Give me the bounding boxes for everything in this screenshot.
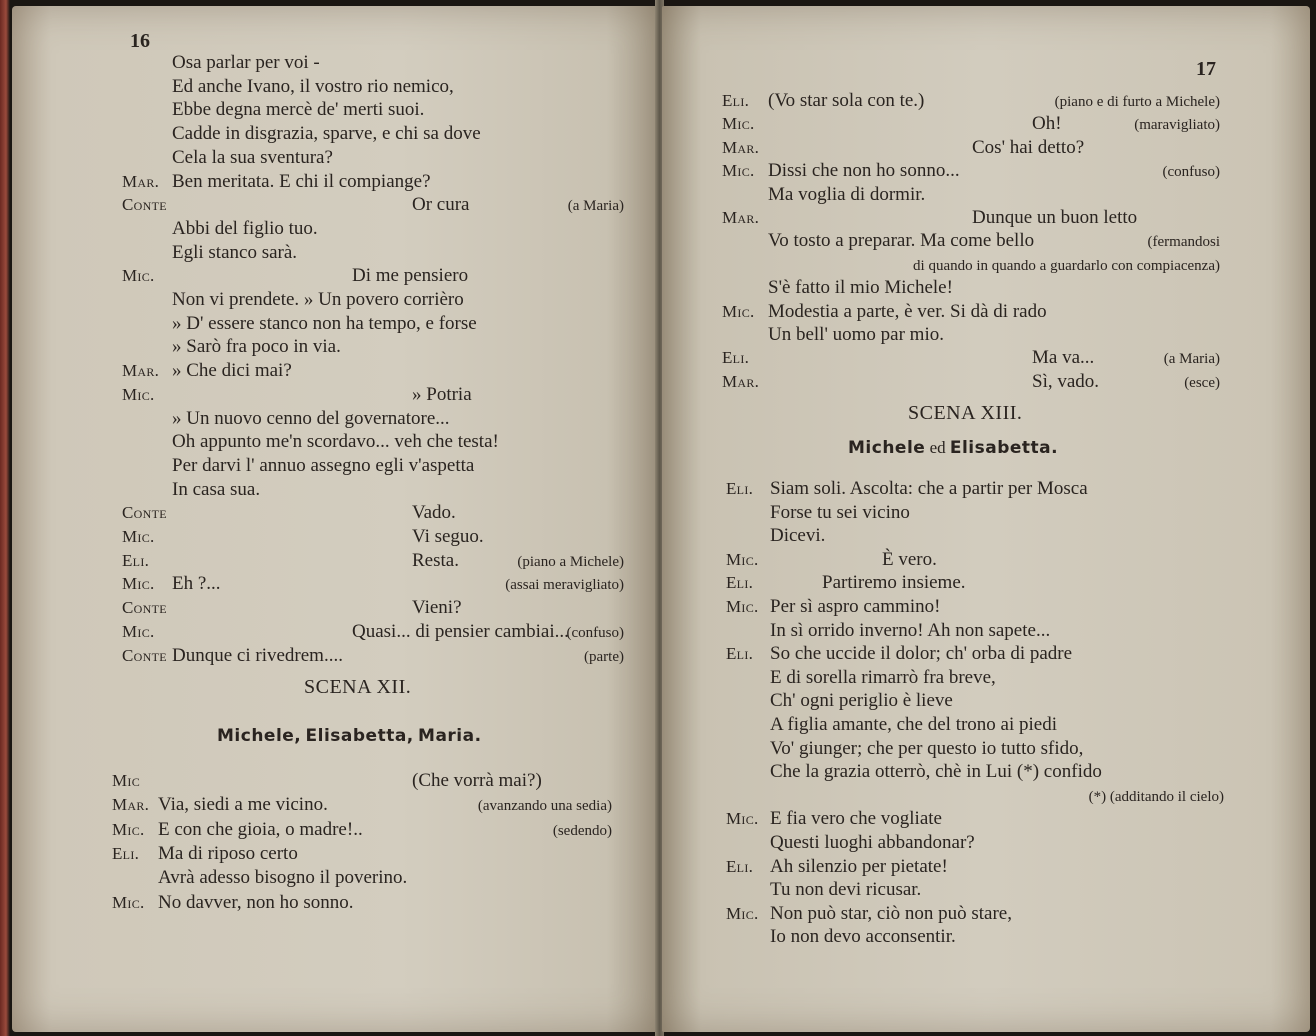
speaker-label: Mar. (122, 171, 160, 191)
character-name: Elisabetta, (305, 726, 414, 746)
verse-line: A figlia amante, che del trono ai piedi (770, 714, 1058, 735)
verse-line: Vo tosto a preparar. Ma come bello (768, 230, 1035, 252)
verse-line: Dicevi. (770, 525, 826, 547)
verse-line: Ebbe degna mercè de' merti suoi. (172, 99, 425, 121)
stage-direction: (maravigliato) (1134, 117, 1220, 134)
verse-line: Ben meritata. E chi il compiange? (172, 170, 431, 192)
speaker-label: Mic. (122, 527, 155, 546)
character-name: Michele (848, 438, 926, 458)
verse-line: Io non devo acconsentir. (770, 926, 956, 948)
speaker-label: Conte (122, 503, 167, 523)
stage-direction: (sedendo) (552, 822, 612, 839)
stage-direction: (a Maria) (1163, 351, 1220, 368)
verse-line: No davver, non ho sonno. (158, 891, 354, 913)
speaker-label: Mic. (726, 809, 759, 829)
conjunction: ed (929, 438, 946, 457)
speaker-label: Mic. (726, 597, 759, 616)
character-name: Elisabetta. (949, 438, 1059, 458)
verse-line: Vi seguo. (412, 526, 484, 547)
verse-line: Vo' giunger; che per questo io tutto sfido, (770, 737, 1084, 759)
verse-line: Ma va... (1032, 347, 1095, 369)
speaker-label: Mar. (122, 361, 160, 381)
stage-direction: (confuso) (566, 624, 624, 641)
character-name: Maria. (418, 726, 482, 746)
verse-line: Resta. (412, 549, 459, 571)
speaker-label: Mic. (726, 903, 759, 923)
verse-line: » Un nuovo cenno del governatore... (172, 407, 450, 429)
verse-line: Cadde in disgrazia, sparve, e chi sa dove (172, 123, 481, 145)
stage-direction: (fermandosi (1147, 234, 1220, 251)
speaker-label: Eli. (726, 479, 754, 498)
speaker-label: Mic. (722, 114, 755, 134)
verse-line: » Potria (412, 383, 472, 405)
stage-direction: (piano e di furto a Michele) (1054, 94, 1220, 110)
speaker-label: Mic. (122, 621, 155, 641)
verse-line: Tu non devi ricusar. (770, 879, 922, 901)
verse-line: Per sì aspro cammino! (770, 596, 941, 617)
verse-line: Avrà adesso bisogno il poverino. (158, 867, 408, 889)
verse-line: Ma voglia di dormir. (768, 183, 926, 205)
stage-direction: (esce) (1184, 374, 1220, 391)
speaker-label: Mic. (122, 574, 155, 594)
speaker-label: Eli. (112, 843, 140, 863)
verse-line: Osa parlar per voi - (172, 52, 320, 73)
verse-line: E fia vero che vogliate (770, 808, 942, 830)
book-edge (0, 0, 10, 1036)
speaker-label: Mar. (722, 371, 760, 391)
verse-line: Partiremo insieme. (822, 572, 966, 594)
speaker-label: Conte (122, 645, 167, 665)
verse-line: Di me pensiero (352, 265, 469, 287)
right-page (662, 6, 1310, 1032)
verse-line: Oh! (1032, 113, 1062, 135)
verse-line: Forse tu sei vicino (770, 501, 910, 523)
stage-direction: (avanzando una sedia) (477, 798, 612, 815)
scene-title: SCENA XIII. (908, 402, 1023, 424)
stage-direction: (parte) (584, 648, 624, 665)
verse-line: Dissi che non ho sonno... (768, 160, 960, 182)
speaker-label: Eli. (722, 91, 750, 110)
stage-direction: (*) (additando il cielo) (1088, 788, 1224, 805)
verse-line: Quasi... di pensier cambiai... (352, 620, 569, 642)
verse-line: » Che dici mai? (172, 360, 292, 382)
speaker-label: Conte (122, 598, 167, 618)
stage-direction: (a Maria) (567, 198, 624, 215)
verse-line: Cela la sua sventura? (172, 146, 333, 168)
scene-characters (848, 438, 1058, 458)
speaker-label: Eli. (726, 856, 754, 876)
stage-direction: di quando in quando a guardarlo con compiacenza) (913, 257, 1220, 274)
verse-line: Or cura (412, 194, 470, 216)
speaker-label: Mic. (722, 301, 755, 321)
verse-line: (Che vorrà mai?) (412, 770, 542, 791)
verse-line: Modestia a parte, è ver. Si dà di rado (768, 300, 1047, 322)
verse-line: Dunque ci rivedrem.... (172, 644, 343, 666)
stage-direction: (assai meravigliato) (505, 577, 624, 594)
verse-line: Ma di riposo certo (158, 842, 298, 864)
scene-title: SCENA XII. (304, 676, 412, 698)
scene-characters (217, 726, 482, 746)
verse-line: Non può star, ciò non può stare, (770, 902, 1012, 924)
verse-line: Per darvi l' annuo assegno egli v'aspetta (172, 454, 475, 476)
speaker-label: Eli. (122, 550, 150, 570)
verse-line: Sì, vado. (1032, 370, 1100, 392)
speaker-label: Mar. (722, 137, 760, 157)
verse-line: » D' essere stanco non ha tempo, e forse (172, 312, 477, 334)
page-number: 17 (1196, 58, 1216, 80)
verse-line: In casa sua. (172, 478, 261, 500)
verse-line: È vero. (882, 548, 937, 570)
speaker-label: Mar. (722, 208, 760, 227)
verse-line: So che uccide il dolor; ch' orba di padre (770, 643, 1073, 665)
verse-line: (Vo star sola con te.) (768, 90, 925, 111)
speaker-label: Mic. (112, 892, 145, 912)
verse-line: Dunque un buon letto (972, 207, 1138, 228)
verse-line: Eh ?... (172, 573, 221, 595)
verse-line: Ch' ogni periglio è lieve (770, 690, 953, 712)
speaker-label: Conte (122, 195, 167, 215)
left-page (12, 6, 658, 1032)
speaker-label: Mic. (726, 549, 759, 569)
stage-direction: (piano a Michele) (517, 553, 624, 570)
character-name: Michele, (217, 726, 302, 746)
verse-line: Questi luoghi abbandonar? (770, 832, 975, 853)
verse-line: Non vi prendete. » Un povero corrièro (172, 289, 464, 310)
verse-line: Vado. (412, 502, 456, 524)
verse-line: In sì orrido inverno! Ah non sapete... (770, 619, 1051, 641)
stage-direction: (confuso) (1162, 164, 1220, 181)
speaker-label: Mic (112, 771, 141, 790)
speaker-label: Mic. (122, 266, 155, 286)
verse-line: E di sorella rimarrò fra breve, (770, 666, 996, 688)
verse-line: S'è fatto il mio Michele! (768, 277, 953, 299)
verse-line: Ed anche Ivano, il vostro rio nemico, (172, 75, 454, 97)
verse-line: » Sarò fra poco in via. (172, 336, 341, 358)
verse-line: Ah silenzio per pietate! (770, 855, 948, 877)
speaker-label: Mic. (112, 819, 145, 839)
speaker-label: Eli. (722, 348, 750, 368)
page-number: 16 (130, 30, 150, 52)
verse-line: Via, siedi a me vicino. (158, 794, 328, 816)
verse-line: Egli stanco sarà. (172, 241, 298, 263)
speaker-label: Mic. (722, 161, 755, 181)
speaker-label: Mar. (112, 795, 150, 815)
verse-line: Abbi del figlio tuo. (172, 217, 318, 239)
speaker-label: Eli. (726, 644, 754, 664)
verse-line: Oh appunto me'n scordavo... veh che testa! (172, 431, 499, 453)
verse-line: Vieni? (412, 597, 462, 619)
speaker-label: Mic. (122, 384, 155, 404)
verse-line: Cos' hai detto? (972, 136, 1085, 158)
speaker-label: Eli. (726, 573, 754, 593)
verse-line: Un bell' uomo par mio. (768, 324, 944, 345)
verse-line: Siam soli. Ascolta: che a partir per Mosca (770, 478, 1088, 499)
verse-line: Che la grazia otterrò, chè in Lui (*) confido (770, 761, 1102, 783)
verse-line: E con che gioia, o madre!.. (158, 818, 363, 840)
